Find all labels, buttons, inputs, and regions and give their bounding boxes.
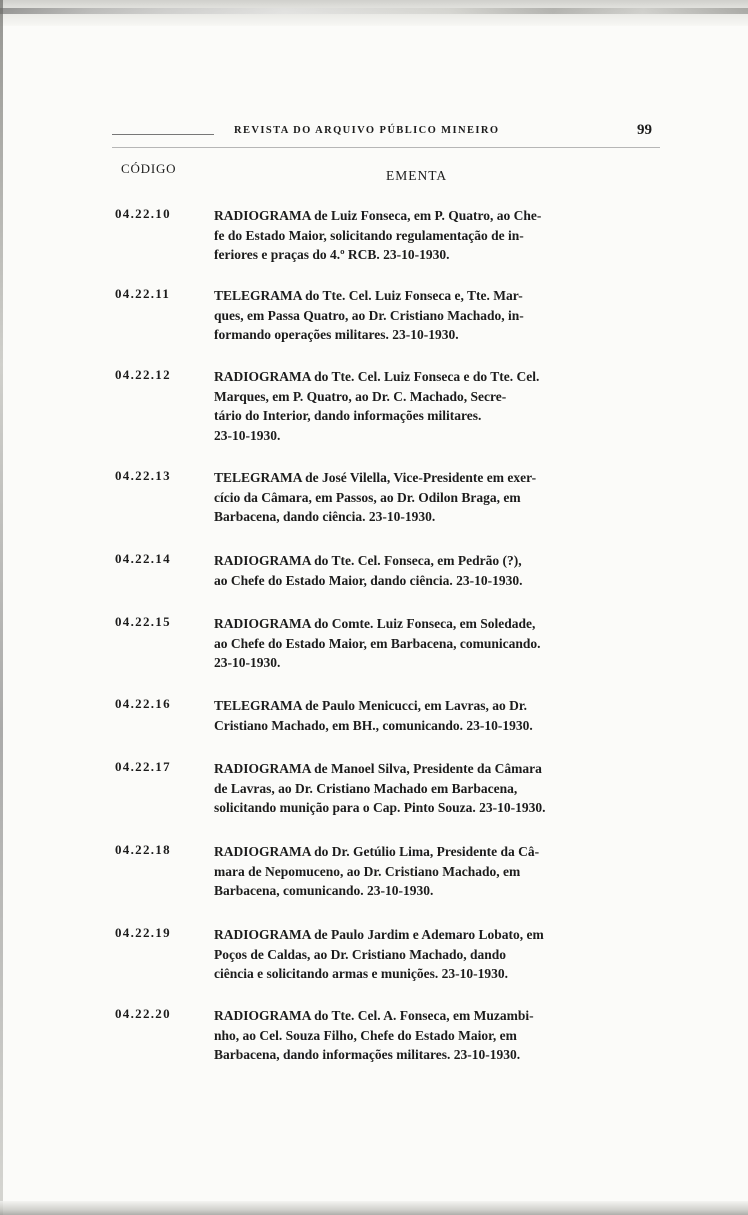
entry-code: 04.22.20 (115, 1006, 171, 1021)
entry-code: 04.22.17 (115, 759, 171, 774)
entry-code: 04.22.13 (115, 468, 171, 483)
entry-code: 04.22.18 (115, 842, 171, 857)
entry-line: cício da Câmara, em Passos, ao Dr. Odilon Braga, em (214, 489, 521, 505)
entry-line: RADIOGRAMA de Manoel Silva, Presidente da Câmara (214, 761, 542, 776)
running-head (112, 120, 660, 148)
entry-text (214, 759, 646, 818)
scan-edge-left (0, 0, 3, 1215)
journal-title: REVISTA DO ARQUIVO PÚBLICO MINEIRO (234, 125, 500, 136)
entry-code: 04.22.15 (115, 614, 171, 629)
entry-text (214, 468, 646, 527)
entry-line: mara de Nepomuceno, ao Dr. Cristiano Machado, em (214, 863, 521, 879)
entry-text (214, 551, 646, 590)
scan-edge-bottom (0, 1201, 748, 1215)
scan-edge-stripe (0, 8, 748, 14)
entry-line: de Lavras, ao Dr. Cristiano Machado em Barbacena, (214, 780, 518, 796)
entry-line: ao Chefe do Estado Maior, dando ciência. 23-10-1930. (214, 572, 523, 588)
entry-line: TELEGRAMA de José Vilella, Vice-Presidente em exer- (214, 470, 537, 485)
entry-code: 04.22.10 (115, 206, 171, 221)
entry-line: fe do Estado Maior, solicitando regulamentação de in- (214, 227, 524, 243)
entry-line: tário do Interior, dando informações militares. (214, 408, 482, 423)
entry-line: RADIOGRAMA de Luiz Fonseca, em P. Quatro, ao Che- (214, 208, 542, 223)
entry-text (214, 696, 646, 735)
entry-line: 23-10-1930. (214, 427, 281, 443)
entry-code: 04.22.14 (115, 551, 171, 566)
entry-line: feriores e praças do 4.º RCB. 23-10-1930. (214, 247, 450, 262)
entry-line: solicitando munição para o Cap. Pinto Souza. 23-10-1930. (214, 800, 546, 815)
entry-text (214, 206, 646, 265)
entry-line: Barbacena, comunicando. 23-10-1930. (214, 883, 434, 898)
entry-line: RADIOGRAMA do Tte. Cel. A. Fonseca, em Muzambi- (214, 1008, 534, 1023)
page-number: 99 (637, 122, 652, 138)
entry-line: RADIOGRAMA do Tte. Cel. Luiz Fonseca e do Tte. Cel. (214, 369, 540, 384)
entry-code: 04.22.12 (115, 367, 171, 382)
entry-line: RADIOGRAMA do Dr. Getúlio Lima, Presidente da Câ- (214, 844, 540, 859)
entry-code: 04.22.19 (115, 925, 171, 940)
column-header-ementa: EMENTA (386, 168, 448, 183)
entry-line: Cristiano Machado, em BH., comunicando. 23-10-1930. (214, 717, 533, 733)
entry-text (214, 614, 646, 673)
entry-line: ciência e solicitando armas e munições. 23-10-1930. (214, 966, 508, 981)
entry-line: ques, em Passa Quatro, ao Dr. Cristiano Machado, in- (214, 307, 524, 323)
entry-line: TELEGRAMA de Paulo Menicucci, em Lavras, ao Dr. (214, 698, 527, 713)
entry-line: Marques, em P. Quatro, ao Dr. C. Machado, Secre- (214, 388, 507, 404)
entry-line: 23-10-1930. (214, 655, 281, 670)
column-header-codigo: CÓDIGO (121, 161, 177, 176)
entry-text (214, 842, 646, 901)
entry-line: ao Chefe do Estado Maior, em Barbacena, comunicando. (214, 635, 541, 651)
header-underline (112, 147, 660, 148)
entry-line: RADIOGRAMA do Comte. Luiz Fonseca, em Soledade, (214, 616, 536, 631)
entry-line: nho, ao Cel. Souza Filho, Chefe do Estado Maior, em (214, 1027, 517, 1043)
entry-line: RADIOGRAMA do Tte. Cel. Fonseca, em Pedrão (?), (214, 553, 522, 568)
entry-text (214, 367, 646, 445)
entry-line: TELEGRAMA do Tte. Cel. Luiz Fonseca e, Tte. Mar- (214, 288, 523, 303)
entry-line: RADIOGRAMA de Paulo Jardim e Ademaro Lobato, em (214, 927, 544, 942)
entry-code: 04.22.11 (115, 286, 171, 301)
entry-text (214, 1006, 646, 1065)
entry-line: Barbacena, dando informações militares. 23-10-1930. (214, 1047, 521, 1062)
entry-line: formando operações militares. 23-10-1930. (214, 327, 459, 342)
entry-line: Barbacena, dando ciência. 23-10-1930. (214, 509, 436, 524)
entry-line: Poços de Caldas, ao Dr. Cristiano Machado, dando (214, 946, 507, 962)
header-rule (112, 134, 214, 135)
entry-code: 04.22.16 (115, 696, 171, 711)
entry-text (214, 286, 646, 345)
entry-text (214, 925, 646, 984)
